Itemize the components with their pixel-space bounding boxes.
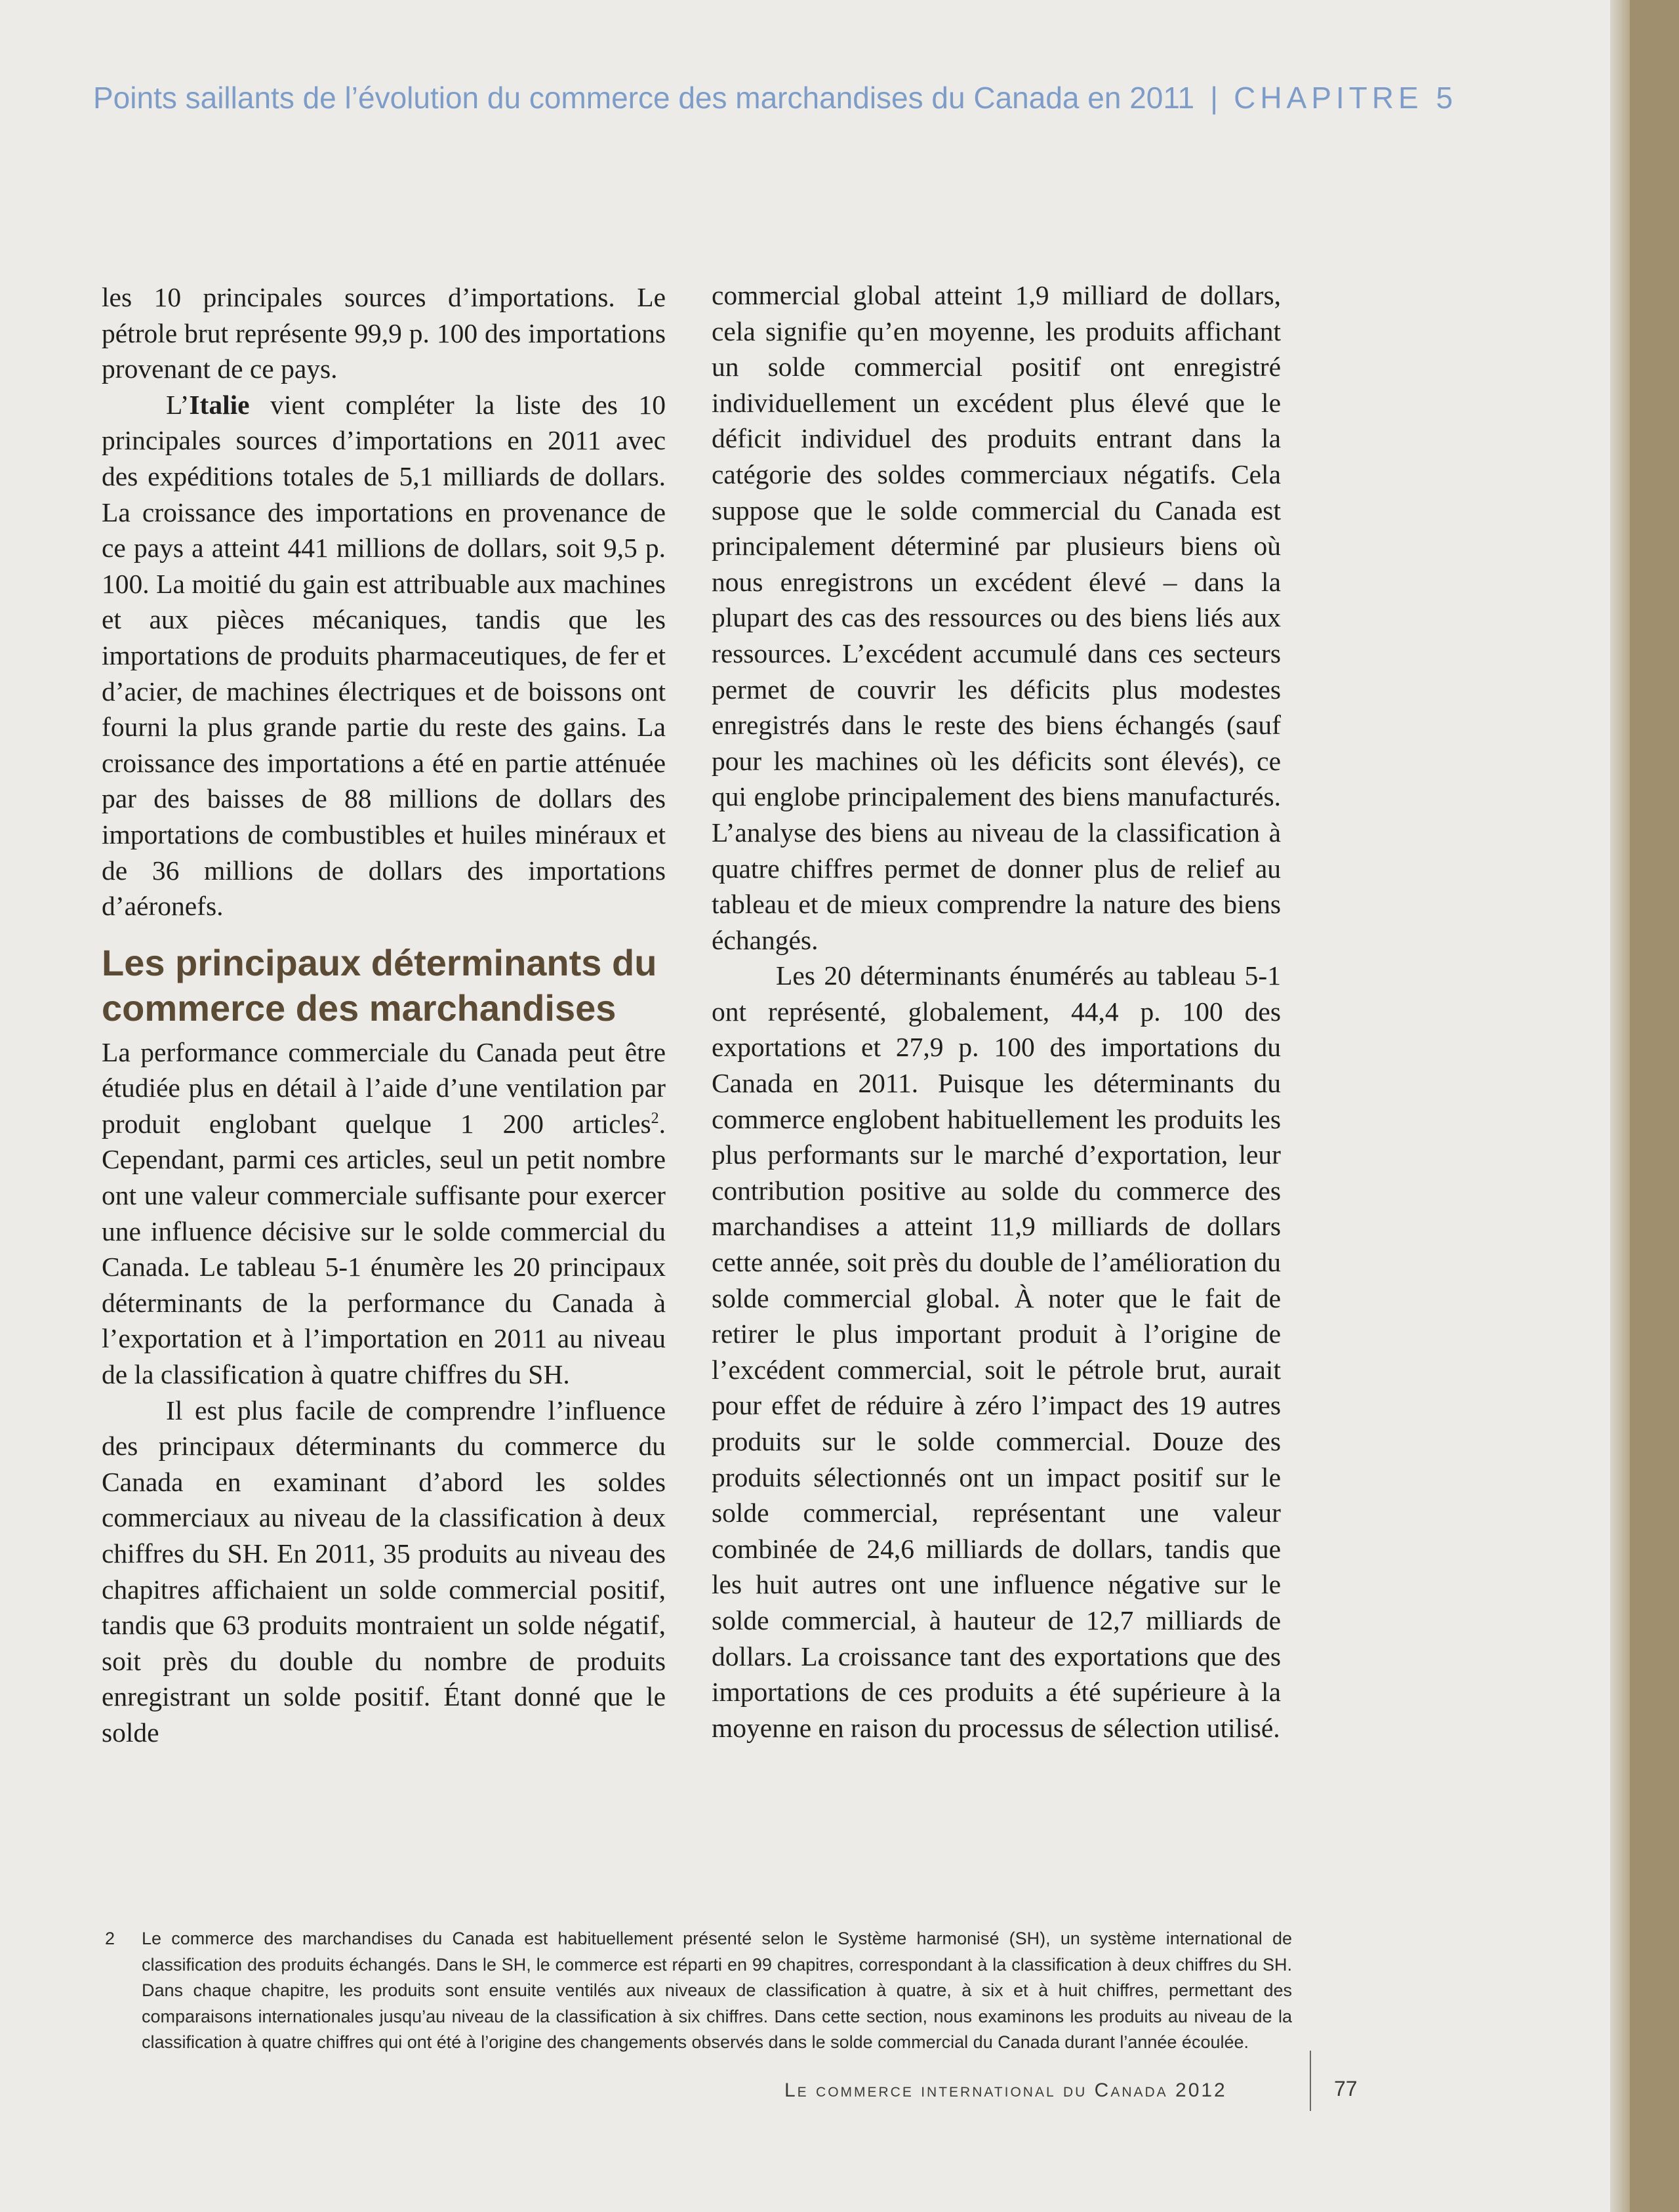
paragraph: les 10 principales sources d’importations. Le pétrole brut représente 99,9 p. 100 des importations provenant de ce pays. bbox=[102, 282, 666, 384]
right-column bbox=[712, 277, 1281, 1746]
text-run: L’ bbox=[166, 389, 190, 420]
paragraph: Les 20 déterminants énumérés au tableau 5-1 ont représenté, globalement, 44,4 p. 100 des exportations et 27,9 p. 100 des importations du Canada en 2011. Puisque les déterminants du commerce englobent habituellement les produits les plus performants sur le marché d’exportation, leur contribution positive au solde du commerce des marchandises a atteint 11,9 milliards de dollars cette année, soit près du double de l’amélioration du solde commercial global. À noter que le fait de retirer le plus important produit à l’origine de l’excédent commercial, soit le pétrole brut, aurait pour effet de réduire à zéro l’impact des 19 autres produits sur le solde commercial. Douze des produits sélectionnés ont un impact positif sur le solde commercial, représentant une valeur combinée de 24,6 milliards de dollars, tandis que les huit autres ont une influence négative sur le solde commercial, à hauteur de 12,7 milliards de dollars. La croissance tant des exportations que des importations de ces produits a été supérieure à la moyenne en raison du processus de sélection utilisé. bbox=[712, 960, 1281, 1743]
header-separator: | bbox=[1210, 81, 1219, 115]
footnote-text: Le commerce des marchandises du Canada est habituellement présenté selon le Système harmonisé (SH), un système international de classification des produits échangés. Dans le SH, le commerce est réparti en 99 chapitres, correspondant à la classification à deux chiffres du SH. Dans chaque chapitre, les produits sont ensuite ventilés aux niveaux de classification à quatre, à six et à huit chiffres, permettant des comparaisons internationales jusqu’au niveau de la classification à six chiffres. Dans cette section, nous examinons les produits au niveau de la classification à quatre chiffres qui ont été à l’origine des changements observés dans le solde commercial du Canada durant l’année écoulée. bbox=[142, 1929, 1292, 2053]
page-number: 77 bbox=[1334, 2077, 1358, 2100]
footnote-ref: 2 bbox=[651, 1110, 659, 1128]
footnote bbox=[105, 1926, 1292, 2056]
text-run: La performance commerciale du Canada peut être étudiée plus en détail à l’aide d’une ventilation par produit englobant quelque 1 200 articles bbox=[102, 1036, 666, 1139]
chapter-label: CHAPITRE 5 bbox=[1234, 81, 1458, 115]
left-column bbox=[102, 279, 666, 1751]
footnote-number: 2 bbox=[105, 1929, 115, 1948]
section-heading: Les principaux déterminants du commerce des marchandises bbox=[102, 941, 657, 1029]
page-edge bbox=[1610, 0, 1630, 2212]
running-header bbox=[93, 80, 1549, 115]
paragraph: Il est plus facile de comprendre l’influence des principaux déterminants du commerce du Canada en examinant d’abord les soldes commerciaux au niveau de la classification à deux chiffres du SH. En 2011, 35 produits au niveau des chapitres affichaient un solde commercial positif, tandis que 63 produits montraient un solde négatif, soit près du double du nombre de produits enregistrant un solde positif. Étant donné que le solde bbox=[102, 1395, 666, 1748]
paragraph-italie bbox=[102, 387, 666, 924]
text-run: vient compléter la liste des 10 principales sources d’importations en 2011 avec des expéditions totales de 5,1 milliards de dollars. La croissance des importations en provenance de ce pays a atteint 441 millions de dollars, soit 9,5 p. 100. La moitié du gain est attribuable aux machines et aux pièces mécaniques, tandis que les importations de produits pharmaceutiques, de fer et d’acier, de machines électriques et de boissons ont fourni la plus grande partie du reste des gains. La croissance des importations a été en partie atténuée par des baisses de 88 millions de dollars des importations de combustibles et huiles minéraux et de 36 millions de dollars des importations d’aéronefs. bbox=[102, 389, 666, 922]
text-run: . Cependant, parmi ces articles, seul un petit nombre ont une valeur commerciale suffisante pour exercer une influence décisive sur le solde commercial du Canada. Le tableau 5-1 énumère les 20 principaux déterminants de la performance du Canada à l’exportation et à l’importation en 2011 au niveau de la classification à quatre chiffres du SH. bbox=[102, 1108, 666, 1390]
country-name-bold: Italie bbox=[189, 389, 250, 420]
footer-divider bbox=[1310, 2051, 1311, 2111]
running-title: Points saillants de l’évolution du commerce des marchandises du Canada en 2011 bbox=[93, 81, 1195, 115]
paragraph: commercial global atteint 1,9 milliard de dollars, cela signifie qu’en moyenne, les produits affichant un solde commercial positif ont enregistré individuellement un excédent plus élevé que le déficit individuel des produits entrant dans la catégorie des soldes commerciaux négatifs. Cela suppose que le solde commercial du Canada est principalement déterminé par plusieurs biens où nous enregistrons un excédent élevé – dans la plupart des cas des ressources ou des biens liés aux ressources. L’excédent accumulé dans ces secteurs permet de couvrir les déficits plus modestes enregistrés dans le reste des biens échangés (sauf pour les machines où les déficits sont élevés), ce qui englobe principalement des biens manufacturés. L’analyse des biens au niveau de la classification à quatre chiffres permet de donner plus de relief au tableau et de mieux comprendre la nature des biens échangés. bbox=[712, 280, 1281, 955]
footer-publication: Le commerce international du Canada 2012 bbox=[784, 2079, 1227, 2101]
paragraph bbox=[102, 1034, 666, 1393]
